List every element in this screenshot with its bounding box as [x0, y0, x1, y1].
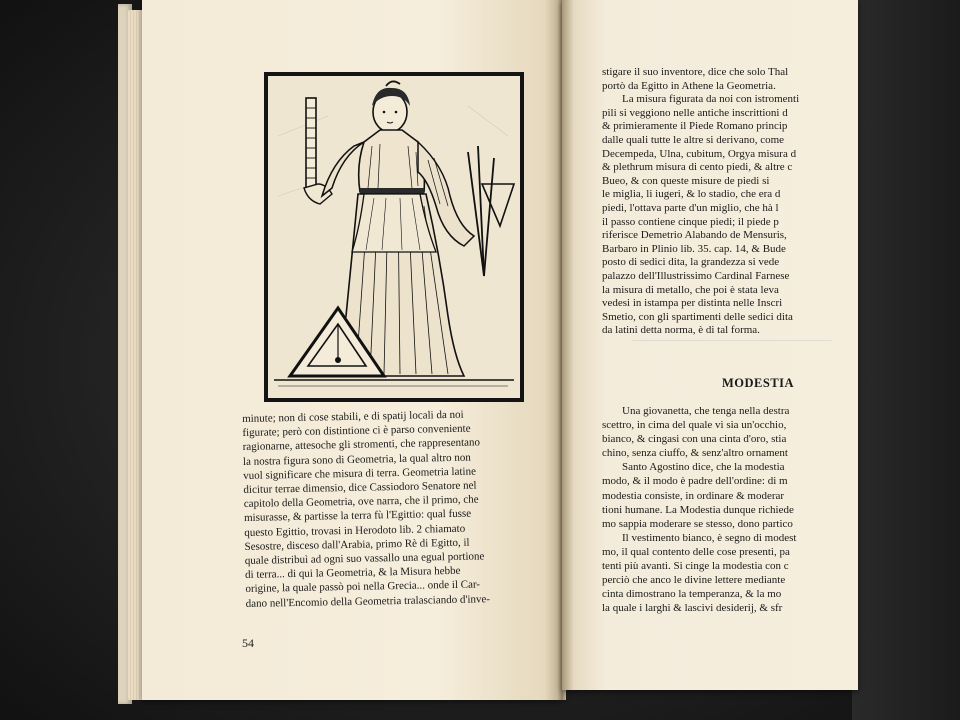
woodcut-illustration [264, 72, 524, 402]
text-line: origine, la quale passò poi nella Grecia... onde il Car- [245, 578, 481, 596]
text-line: cinta dimostrano la temperanza, & la mo [602, 588, 782, 601]
text-line: vuol significare che misura di terra. Geometria latine [243, 465, 477, 482]
text-line: & primieramente il Piede Romano princip [602, 120, 788, 133]
text-line: misurasse, & partisse la terra fù l'Egittio: qual fusse [243, 508, 472, 525]
text-line: portò da Egitto in Athene la Geometria. [602, 79, 776, 92]
text-line: Il vestimento bianco, è segno di modest [622, 531, 797, 544]
text-line: vedesi in istampa per distinta nelle Inscri [602, 297, 783, 310]
text-line: perciò che anco le divine lettere mediante [602, 574, 786, 587]
text-line: palazzo dell'Illustrissimo Cardinal Farnese [602, 269, 790, 282]
text-line: riferisce Demetrio Alabando de Mensuris, [602, 229, 787, 242]
compass-icon [468, 146, 494, 276]
text-line: & plethrum misura di cento piedi, & altre c [602, 161, 793, 174]
text-line: ragionarne, attesoche gli stromenti, che rappresentano [242, 436, 481, 454]
text-line: Una giovanetta, che tenga nella destra [622, 405, 790, 417]
page-number: 54 [242, 636, 254, 650]
woodcut-svg [268, 76, 520, 398]
text-line: la quale i larghi & lascivi desiderij, & sfr [602, 602, 783, 615]
text-line: dano nell'Encomio della Geometria tralasciando d'inve- [245, 592, 491, 610]
text-line: Sesostre, disceso dall'Arabia, primo Rè di Egitto, il [244, 536, 470, 553]
set-square-icon [482, 184, 514, 226]
text-line: La misura figurata da noi con istromenti [622, 93, 800, 106]
open-book [118, 0, 858, 712]
text-line: la misura di metallo, che poi è stata leva [602, 283, 779, 296]
right-page-text-bottom [602, 404, 858, 615]
text-line: tenti più avanti. Si cinge la modestia con c [602, 560, 789, 573]
text-line: figurate; però con distintione ci è parso conveniente [242, 422, 471, 440]
text-line: questo Egittio, trovasi in Herodoto lib. 2 chiamato [244, 522, 466, 539]
text-line: scettro, in cima del quale vi sia un'occhio, [602, 419, 787, 432]
text-line: modestia consiste, in ordinare & moderar [602, 489, 785, 502]
text-line: quale distribuì ad ogni suo vassallo una egual portione [244, 550, 485, 568]
text-line: pili si veggiono nelle antiche inscrittioni d [602, 106, 788, 119]
left-page [142, 0, 562, 700]
text-line: stigare il suo inventore, dice che solo Thal [602, 66, 789, 78]
text-line: Smetio, con gli spartimenti delle sedici dita [602, 310, 793, 323]
text-line: la nostra figura sono di Geometria, la qual altro non [242, 451, 471, 468]
show-through-ink [632, 340, 832, 361]
figure-head [372, 81, 410, 132]
text-line: capitolo della Geometria, ove narra, che il primo, che [243, 493, 479, 511]
text-line: Santo Agostino dice, che la modestia [622, 461, 785, 474]
text-line: dalle quali tutte le altre si derivano, come [602, 133, 785, 146]
text-line: mo sappia moderare se stesso, dono partico [602, 517, 793, 530]
text-line: bianco, & cingasi con una cinta d'oro, stia [602, 433, 787, 446]
right-page-text-top [602, 66, 858, 338]
text-line: di terra... di qui la Geometria, & la Misura hebbe [245, 565, 461, 582]
text-line: il passo contiene cinque piedi; il piede p [602, 215, 779, 228]
text-line: minute; non di cose stabili, e di spatij locali da noi [242, 408, 464, 425]
text-line: Bueo, & con queste misure de piedi si [602, 174, 770, 187]
text-line: mo, il qual contento delle cose presenti, pa [602, 545, 790, 558]
text-line: chino, senza ciuffo, & senz'altro ornament [602, 447, 788, 460]
right-page [562, 0, 858, 690]
left-page-text [242, 406, 564, 611]
text-line: posto di sedici dita, la grandezza si vede [602, 256, 780, 269]
text-line: tioni humane. La Modestia dunque richiede [602, 503, 794, 516]
background-right [852, 0, 960, 720]
text-line: piedi, l'ottava parte d'un miglio, che hà l [602, 201, 779, 214]
text-line: modo, & il modo è padre dell'ordine: di m [602, 475, 788, 488]
text-line: Decempeda, Ulna, cubitum, Orgya misura d [602, 147, 797, 160]
ruler-icon [306, 98, 316, 188]
text-line: Barbaro in Plinio lib. 35. cap. 14, & Bude [602, 242, 786, 255]
text-line: dicitur terrae dimensio, dice Cassiodoro Senatore nel [243, 479, 477, 497]
section-title-modestia: MODESTIA [722, 376, 795, 390]
text-line: da latini detta norma, è di tal forma. [602, 324, 760, 337]
text-line: le miglia, li iugeri, & lo stadio, che era d [602, 188, 781, 201]
